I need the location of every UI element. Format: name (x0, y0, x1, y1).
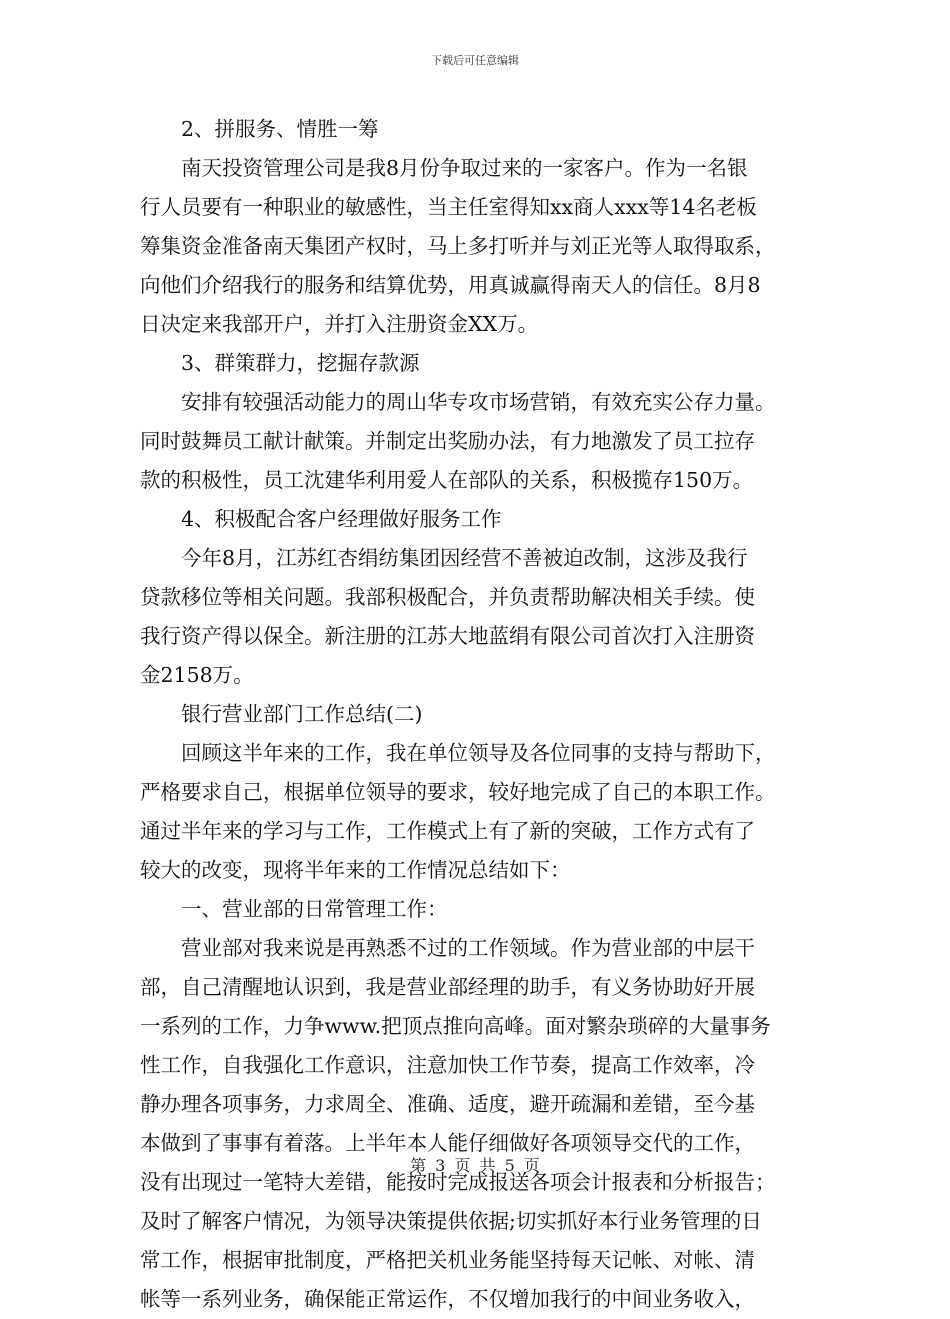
text-line: 2、拼服务、情胜一筹 (140, 117, 379, 141)
text-line: 一、营业部的日常管理工作： (140, 897, 448, 921)
text-line: 日决定来我部开户，并打入注册资金XX万。 (140, 312, 539, 336)
text-line: 4、积极配合客户经理做好服务工作 (140, 507, 502, 531)
text-line: 金2158万。 (140, 663, 254, 687)
text-line: 静办理各项事务，力求周全、准确、适度，避开疏漏和差错，至今基 (140, 1092, 755, 1116)
text-line: 一系列的工作，力争www.把顶点推向高峰。面对繁杂琐碎的大量事务 (140, 1014, 771, 1038)
text-line: 较大的改变，现将半年来的工作情况总结如下： (140, 858, 571, 882)
text-line: 没有出现过一笔特大差错，能按时完成报送各项会计报表和分析报告； (140, 1170, 776, 1194)
page-header-note: 下载后可任意编辑 (431, 54, 519, 67)
text-line: 筹集资金准备南天集团产权时，马上多打听并与刘正光等人取得取系， (140, 234, 776, 258)
text-line: 严格要求自己，根据单位领导的要求，较好地完成了自己的本职工作。 (140, 780, 776, 804)
text-line: 行人员要有一种职业的敏感性，当主任室得知xx商人xxx等14名老板 (140, 195, 757, 219)
text-line: 3、群策群力，挖掘存款源 (140, 351, 420, 375)
text-line: 回顾这半年来的工作，我在单位领导及各位同事的支持与帮助下， (140, 741, 776, 765)
text-line: 今年8月，江苏红杏绢纺集团因经营不善被迫改制，这涉及我行 (140, 546, 748, 570)
text-line: 向他们介绍我行的服务和结算优势，用真诚赢得南天人的信任。8月8 (140, 273, 761, 297)
text-line: 我行资产得以保全。新注册的江苏大地蓝绢有限公司首次打入注册资 (140, 624, 755, 648)
text-line: 款的积极性，员工沈建华利用爱人在部队的关系，积极揽存150万。 (140, 468, 754, 492)
document-body (140, 110, 800, 1319)
text-line: 南天投资管理公司是我8月份争取过来的一家客户。作为一名银 (140, 156, 748, 180)
text-line: 通过半年来的学习与工作，工作模式上有了新的突破，工作方式有了 (140, 819, 755, 843)
text-line: 部，自己清醒地认识到，我是营业部经理的助手，有义务协助好开展 (140, 975, 755, 999)
text-line: 本做到了事事有着落。上半年本人能仔细做好各项领导交代的工作， (140, 1131, 755, 1155)
text-line: 贷款移位等相关问题。我部积极配合，并负责帮助解决相关手续。使 (140, 585, 755, 609)
text-line: 同时鼓舞员工献计献策。并制定出奖励办法，有力地激发了员工拉存 (140, 429, 755, 453)
page-number: 第 3 页 共 5 页 (410, 1156, 540, 1175)
text-line: 性工作，自我强化工作意识，注意加快工作节奏，提高工作效率，冷 (140, 1053, 755, 1077)
text-line: 安排有较强活动能力的周山华专攻市场营销，有效充实公存力量。 (140, 390, 776, 414)
text-line: 常工作，根据审批制度，严格把关机业务能坚持每天记帐、对帐、清 (140, 1248, 755, 1272)
text-line: 及时了解客户情况，为领导决策提供依据;切实抓好本行业务管理的日 (140, 1209, 762, 1233)
text-line: 营业部对我来说是再熟悉不过的工作领域。作为营业部的中层干 (140, 936, 755, 960)
text-line: 银行营业部门工作总结(二) (140, 702, 423, 726)
text-line: 帐等一系列业务，确保能正常运作，不仅增加我行的中间业务收入， (140, 1287, 755, 1311)
